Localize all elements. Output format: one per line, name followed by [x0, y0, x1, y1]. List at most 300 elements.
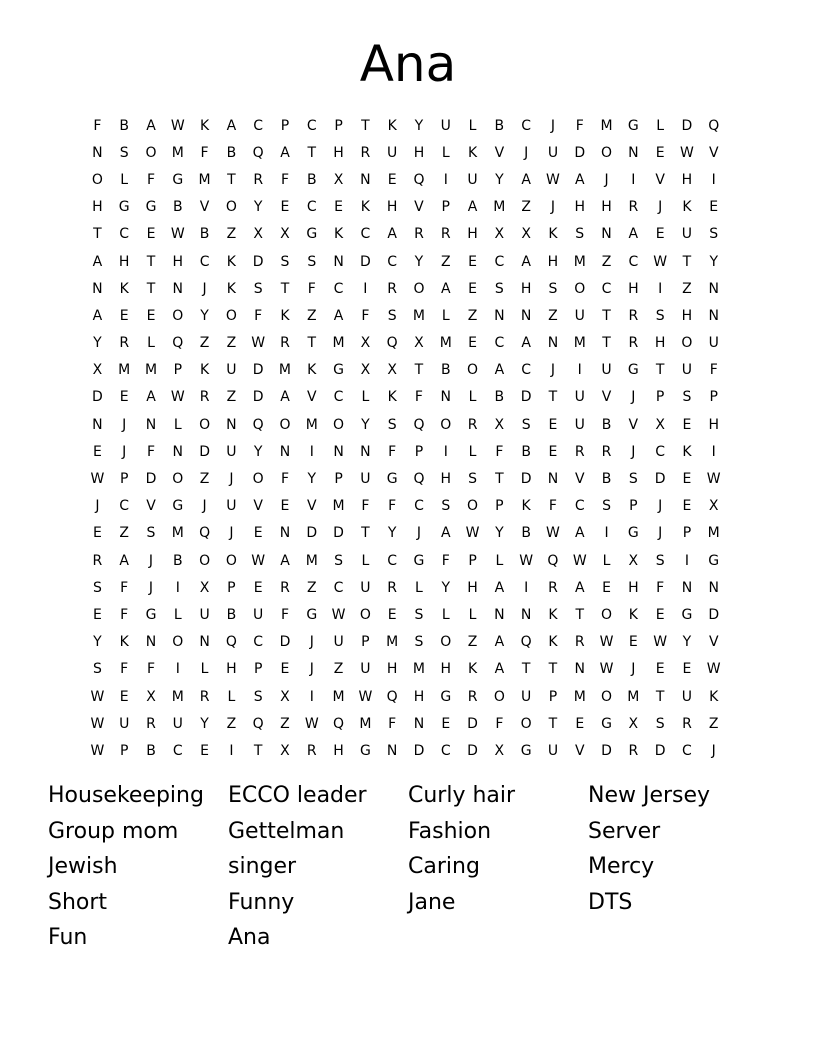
grid-row: [84, 112, 744, 139]
grid-letter: F: [709, 362, 718, 379]
grid-letter: M: [439, 335, 452, 352]
grid-letter: C: [119, 498, 130, 515]
grid-letter: M: [332, 498, 345, 515]
grid-letter: T: [146, 253, 156, 270]
grid-letter: U: [387, 144, 398, 161]
grid-row: [84, 465, 744, 492]
word-list-item: Gettelman: [228, 818, 345, 844]
grid-letter: T: [414, 362, 424, 379]
grid-letter: L: [147, 335, 155, 352]
grid-letter: L: [173, 606, 182, 623]
grid-letter: D: [252, 389, 264, 406]
grid-letter: G: [627, 117, 639, 134]
grid-letter: U: [681, 688, 693, 705]
grid-letter: S: [414, 634, 424, 651]
grid-letter: J: [416, 525, 422, 542]
grid-letter: M: [573, 253, 586, 270]
grid-letter: Z: [119, 525, 129, 542]
grid-letter: X: [494, 742, 505, 759]
grid-letter: K: [119, 280, 129, 297]
grid-letter: J: [122, 416, 127, 433]
grid-letter: E: [548, 443, 558, 460]
grid-letter: S: [334, 552, 344, 569]
word-list-item: DTS: [588, 889, 633, 915]
grid-letter: C: [119, 226, 130, 243]
grid-letter: E: [119, 307, 129, 324]
grid-letter: K: [467, 661, 478, 678]
grid-letter: A: [280, 144, 290, 161]
grid-letter: H: [601, 199, 612, 216]
grid-letter: E: [682, 498, 692, 515]
grid-letter: P: [682, 525, 692, 542]
grid-letter: K: [226, 253, 236, 270]
grid-letter: G: [306, 226, 318, 243]
grid-letter: U: [547, 144, 559, 161]
grid-letter: E: [682, 416, 692, 433]
grid-letter: C: [253, 634, 264, 651]
grid-letter: S: [655, 307, 665, 324]
grid-letter: O: [333, 416, 345, 433]
grid-letter: S: [146, 525, 156, 542]
grid-letter: E: [682, 471, 692, 488]
grid-letter: V: [306, 498, 317, 515]
grid-letter: O: [601, 606, 613, 623]
grid-letter: R: [280, 579, 290, 596]
grid-letter: B: [521, 443, 531, 460]
grid-row: [84, 411, 744, 438]
grid-letter: G: [333, 362, 344, 379]
grid-letter: L: [200, 661, 209, 678]
word-list-item: Funny: [228, 889, 295, 915]
grid-letter: C: [306, 199, 317, 216]
grid-letter: V: [199, 199, 210, 216]
grid-letter: C: [494, 253, 505, 270]
grid-letter: L: [361, 552, 370, 569]
grid-letter: C: [306, 117, 317, 134]
grid-letter: R: [146, 715, 156, 732]
grid-letter: E: [334, 199, 343, 216]
grid-letter: H: [172, 253, 184, 270]
grid-letter: I: [229, 742, 234, 759]
grid-letter: E: [709, 199, 719, 216]
grid-row: [84, 438, 744, 465]
grid-letter: X: [628, 552, 639, 569]
grid-letter: C: [574, 498, 585, 515]
grid-letter: D: [467, 715, 478, 732]
grid-letter: X: [628, 715, 639, 732]
grid-letter: V: [708, 144, 719, 161]
grid-letter: H: [413, 144, 425, 161]
grid-letter: J: [631, 661, 636, 678]
grid-letter: Q: [413, 171, 425, 188]
grid-letter: P: [468, 552, 477, 569]
grid-letter: L: [361, 389, 370, 406]
grid-letter: O: [440, 416, 452, 433]
grid-letter: O: [279, 416, 291, 433]
grid-letter: Z: [226, 226, 237, 243]
grid-letter: T: [93, 226, 102, 243]
grid-letter: X: [199, 579, 210, 596]
grid-letter: A: [494, 579, 505, 596]
grid-letter: V: [494, 144, 505, 161]
grid-letter: C: [333, 389, 344, 406]
grid-letter: K: [199, 362, 210, 379]
grid-letter: S: [709, 226, 719, 243]
grid-letter: N: [92, 280, 103, 297]
grid-letter: K: [387, 389, 397, 406]
grid-letter: M: [332, 335, 345, 352]
grid-letter: Q: [172, 335, 184, 352]
grid-letter: E: [92, 525, 102, 542]
grid-letter: O: [225, 307, 237, 324]
grid-letter: A: [494, 634, 505, 651]
grid-letter: G: [440, 688, 452, 705]
grid-letter: W: [90, 471, 105, 488]
grid-letter: O: [145, 144, 157, 161]
grid-letter: U: [226, 498, 237, 515]
grid-letter: M: [332, 688, 345, 705]
grid-letter: O: [225, 199, 237, 216]
grid-letter: Q: [547, 552, 559, 569]
grid-row: [84, 574, 744, 601]
grid-letter: R: [682, 715, 692, 732]
grid-letter: E: [119, 389, 129, 406]
grid-letter: I: [175, 579, 180, 596]
grid-letter: V: [146, 498, 156, 515]
grid-letter: O: [493, 688, 505, 705]
grid-letter: N: [601, 226, 612, 243]
grid-letter: P: [173, 362, 183, 379]
grid-letter: A: [467, 199, 478, 216]
grid-letter: E: [92, 606, 102, 623]
grid-letter: U: [681, 362, 693, 379]
grid-letter: A: [574, 171, 585, 188]
grid-letter: N: [708, 579, 719, 596]
grid-letter: H: [467, 226, 478, 243]
grid-letter: S: [575, 226, 585, 243]
grid-letter: U: [681, 226, 693, 243]
grid-letter: O: [252, 471, 264, 488]
grid-letter: C: [199, 253, 210, 270]
grid-letter: P: [414, 443, 424, 460]
grid-letter: Y: [361, 416, 370, 433]
grid-letter: G: [708, 552, 720, 569]
grid-letter: O: [199, 552, 211, 569]
grid-letter: X: [360, 335, 371, 352]
grid-letter: D: [413, 742, 425, 759]
grid-letter: K: [548, 606, 558, 623]
grid-letter: J: [309, 634, 314, 651]
word-list-item: New Jersey: [588, 783, 711, 808]
word-list-item: Caring: [408, 854, 480, 880]
grid-letter: E: [655, 144, 665, 161]
grid-letter: C: [387, 253, 398, 270]
grid-letter: C: [682, 742, 692, 759]
grid-row: [84, 737, 744, 764]
grid-letter: H: [681, 171, 693, 188]
grid-letter: Y: [495, 171, 504, 188]
grid-letter: W: [546, 171, 560, 188]
grid-letter: K: [682, 443, 692, 460]
grid-letter: X: [280, 742, 290, 759]
grid-letter: G: [172, 171, 184, 188]
grid-letter: I: [309, 443, 314, 460]
grid-letter: J: [550, 117, 556, 134]
grid-letter: M: [573, 688, 586, 705]
grid-letter: T: [655, 362, 665, 379]
grid-letter: E: [628, 634, 638, 651]
grid-letter: H: [520, 280, 532, 297]
grid-letter: T: [253, 742, 263, 759]
grid-letter: W: [251, 552, 266, 569]
grid-letter: N: [172, 280, 184, 297]
grid-letter: J: [148, 579, 154, 596]
grid-row: [84, 629, 744, 656]
grid-letter: R: [414, 226, 424, 243]
grid-letter: Z: [280, 715, 290, 732]
grid-letter: D: [467, 742, 478, 759]
word-list: [48, 778, 788, 956]
grid-letter: A: [280, 552, 290, 569]
grid-letter: N: [708, 307, 719, 324]
grid-letter: X: [146, 688, 156, 705]
grid-letter: N: [92, 416, 103, 433]
grid-letter: N: [333, 253, 344, 270]
grid-letter: N: [145, 416, 157, 433]
grid-letter: N: [279, 525, 291, 542]
grid-letter: R: [92, 552, 103, 569]
grid-row: [84, 139, 744, 166]
grid-letter: L: [441, 144, 450, 161]
grid-letter: F: [307, 280, 316, 297]
grid-letter: F: [388, 443, 397, 460]
grid-letter: L: [173, 416, 182, 433]
grid-letter: Y: [93, 634, 102, 651]
grid-letter: M: [144, 362, 158, 379]
grid-letter: U: [360, 471, 371, 488]
grid-letter: B: [440, 362, 451, 379]
grid-letter: S: [548, 280, 558, 297]
grid-letter: A: [92, 307, 103, 324]
grid-letter: S: [602, 498, 611, 515]
grid-letter: W: [90, 742, 105, 759]
grid-letter: T: [575, 606, 585, 623]
grid-letter: N: [226, 416, 237, 433]
grid-letter: W: [706, 471, 721, 488]
grid-letter: D: [279, 634, 291, 651]
grid-letter: L: [602, 552, 611, 569]
grid-row: [84, 221, 744, 248]
grid-row: [84, 302, 744, 329]
grid-letter: X: [521, 226, 531, 243]
grid-letter: N: [360, 443, 371, 460]
grid-letter: P: [441, 199, 450, 216]
grid-letter: G: [601, 715, 612, 732]
grid-letter: M: [305, 552, 318, 569]
grid-letter: H: [413, 688, 425, 705]
grid-letter: K: [387, 117, 397, 134]
grid-letter: T: [280, 280, 290, 297]
grid-letter: A: [146, 117, 156, 134]
grid-letter: X: [92, 362, 103, 379]
grid-letter: O: [413, 280, 425, 297]
grid-letter: L: [120, 171, 129, 188]
grid-letter: V: [574, 471, 585, 488]
grid-letter: I: [524, 579, 529, 596]
grid-letter: J: [229, 525, 234, 542]
grid-letter: L: [441, 606, 450, 623]
grid-letter: M: [493, 199, 506, 216]
grid-letter: L: [227, 688, 236, 705]
grid-letter: D: [574, 144, 586, 161]
grid-letter: W: [680, 144, 694, 161]
grid-letter: X: [253, 226, 263, 243]
grid-letter: T: [548, 661, 558, 678]
grid-letter: K: [628, 606, 638, 623]
grid-letter: R: [199, 389, 210, 406]
grid-letter: W: [546, 525, 560, 542]
grid-letter: Q: [252, 715, 264, 732]
grid-letter: O: [681, 335, 693, 352]
grid-letter: N: [92, 144, 103, 161]
grid-letter: C: [333, 280, 344, 297]
grid-letter: R: [306, 742, 317, 759]
grid-letter: R: [440, 226, 451, 243]
grid-letter: Y: [709, 253, 718, 270]
grid-letter: R: [199, 688, 210, 705]
grid-letter: T: [521, 661, 531, 678]
grid-letter: I: [443, 443, 448, 460]
grid-row: [84, 547, 744, 574]
grid-letter: G: [386, 471, 398, 488]
grid-letter: L: [656, 117, 665, 134]
grid-letter: T: [548, 389, 558, 406]
grid-letter: W: [304, 715, 319, 732]
grid-letter: D: [333, 525, 344, 542]
grid-letter: N: [279, 443, 291, 460]
grid-letter: S: [92, 579, 102, 596]
grid-letter: A: [119, 552, 129, 569]
grid-letter: J: [524, 144, 529, 161]
grid-letter: U: [226, 443, 237, 460]
grid-letter: K: [709, 688, 719, 705]
grid-letter: B: [521, 525, 531, 542]
grid-letter: H: [440, 661, 452, 678]
grid-letter: S: [387, 307, 397, 324]
grid-letter: P: [119, 471, 129, 488]
grid-letter: C: [333, 579, 344, 596]
grid-letter: V: [253, 498, 263, 515]
grid-letter: P: [334, 117, 343, 134]
grid-letter: H: [118, 253, 130, 270]
grid-letter: V: [306, 389, 317, 406]
grid-letter: Z: [467, 307, 478, 324]
grid-letter: N: [547, 471, 559, 488]
grid-letter: A: [280, 389, 290, 406]
grid-letter: E: [253, 579, 263, 596]
grid-letter: Z: [226, 335, 237, 352]
grid-letter: Z: [199, 335, 210, 352]
grid-letter: J: [658, 498, 663, 515]
grid-letter: O: [91, 171, 103, 188]
grid-letter: Z: [199, 471, 210, 488]
grid-letter: A: [628, 226, 639, 243]
grid-row: [84, 194, 744, 221]
grid-letter: Q: [386, 688, 398, 705]
grid-letter: U: [253, 606, 264, 623]
grid-letter: N: [494, 606, 505, 623]
grid-letter: O: [172, 471, 184, 488]
grid-letter: O: [574, 280, 586, 297]
grid-letter: W: [653, 253, 668, 270]
grid-letter: U: [574, 307, 585, 324]
grid-letter: J: [711, 742, 716, 759]
grid-letter: K: [226, 280, 236, 297]
grid-letter: R: [467, 688, 478, 705]
grid-letter: O: [199, 416, 211, 433]
grid-letter: N: [145, 634, 157, 651]
grid-row: [84, 357, 744, 384]
grid-letter: A: [333, 307, 344, 324]
word-list-item: Ana: [228, 925, 271, 951]
grid-letter: Z: [306, 307, 317, 324]
grid-letter: Y: [307, 471, 317, 488]
grid-letter: Q: [225, 634, 237, 651]
grid-letter: O: [601, 144, 613, 161]
grid-letter: F: [414, 389, 423, 406]
grid-letter: X: [708, 498, 719, 515]
grid-letter: A: [521, 335, 531, 352]
grid-letter: O: [172, 634, 184, 651]
grid-letter: G: [145, 199, 157, 216]
grid-letter: T: [682, 253, 692, 270]
grid-letter: V: [628, 416, 639, 433]
grid-letter: Z: [708, 715, 719, 732]
grid-row: [84, 384, 744, 411]
grid-letter: Z: [682, 280, 692, 297]
grid-letter: J: [631, 389, 636, 406]
grid-letter: Y: [93, 335, 102, 352]
grid-letter: H: [628, 280, 639, 297]
grid-letter: D: [520, 471, 532, 488]
grid-letter: J: [202, 280, 207, 297]
grid-letter: N: [708, 280, 719, 297]
grid-letter: E: [280, 199, 290, 216]
grid-letter: E: [200, 742, 210, 759]
grid-letter: X: [333, 171, 344, 188]
grid-letter: O: [467, 498, 479, 515]
word-list-item: Housekeeping: [48, 783, 204, 808]
word-list-item: Fashion: [408, 818, 492, 844]
grid-letter: K: [548, 226, 558, 243]
grid-letter: D: [708, 606, 720, 623]
grid-letter: W: [90, 715, 105, 732]
grid-letter: Y: [441, 579, 451, 596]
grid-letter: P: [253, 661, 263, 678]
word-list-item: Server: [588, 818, 661, 844]
grid-letter: C: [172, 742, 183, 759]
grid-letter: D: [252, 253, 264, 270]
grid-letter: M: [118, 362, 131, 379]
grid-letter: E: [92, 443, 102, 460]
grid-letter: O: [440, 634, 452, 651]
grid-letter: C: [387, 552, 398, 569]
grid-letter: B: [119, 117, 129, 134]
grid-letter: S: [494, 280, 504, 297]
grid-letter: E: [119, 688, 129, 705]
grid-letter: N: [333, 443, 344, 460]
grid-letter: R: [601, 443, 612, 460]
